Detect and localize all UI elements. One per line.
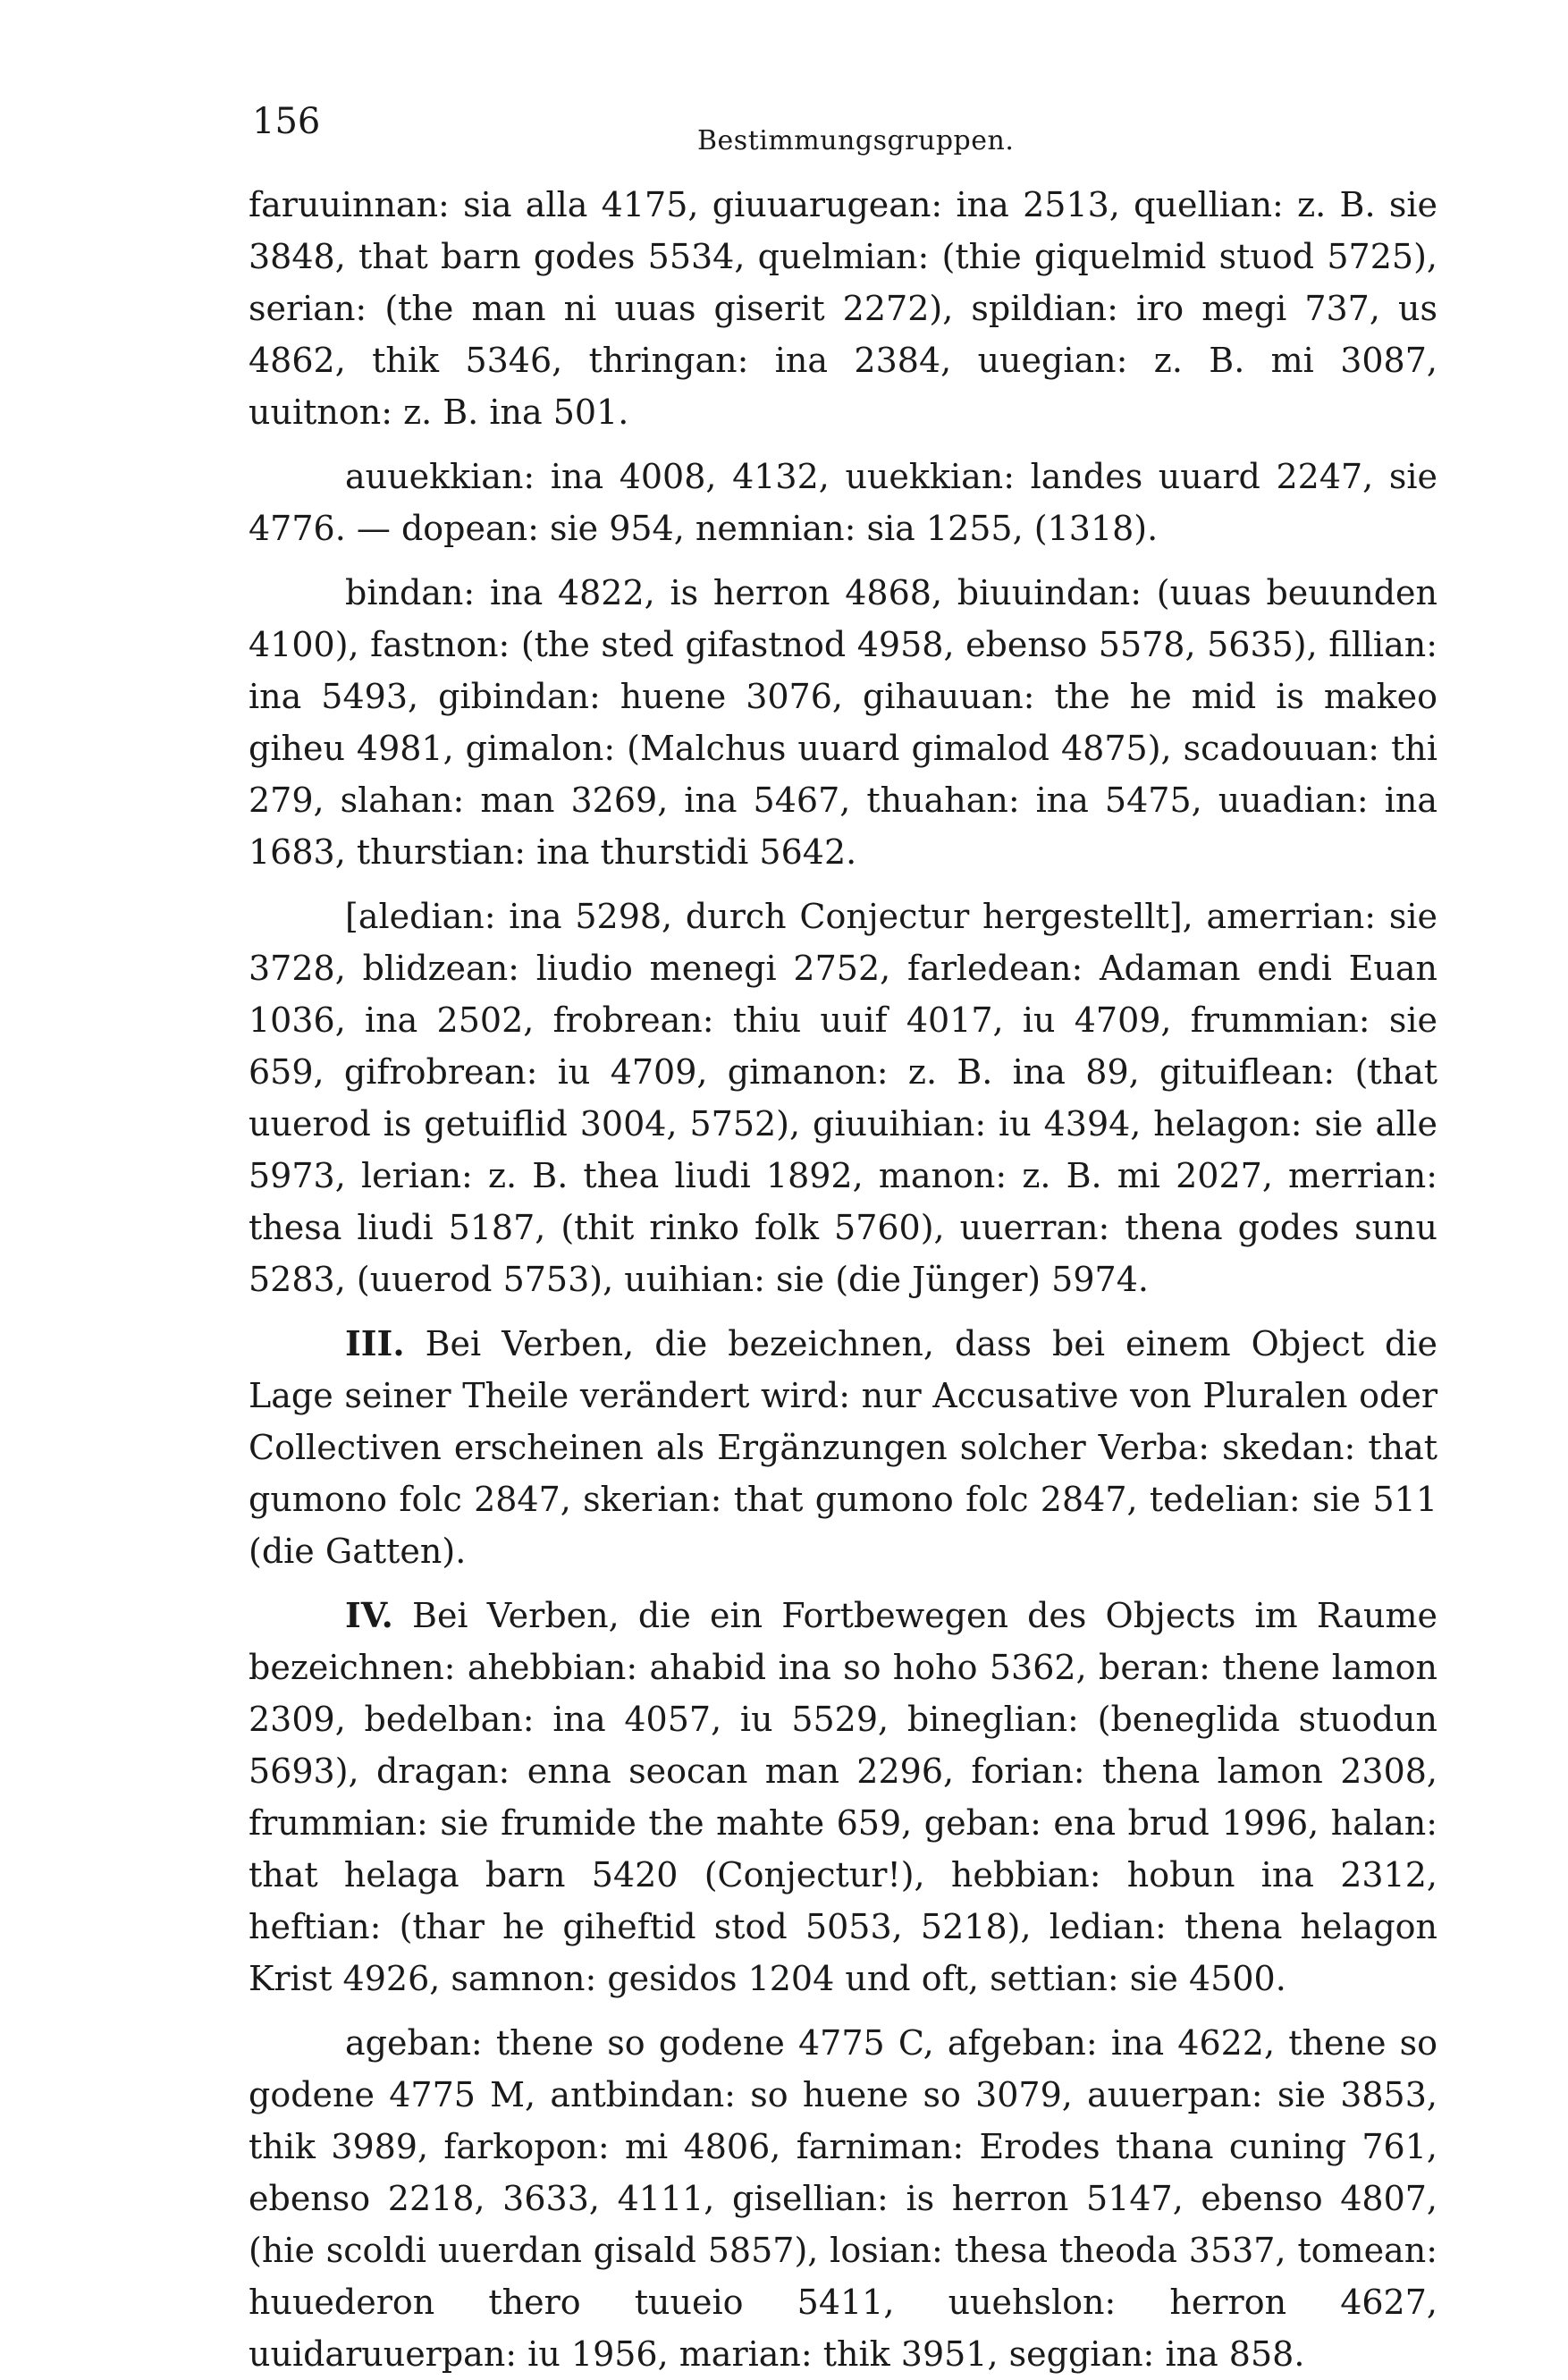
section-4-text: Bei Verben, die ein Fortbewegen des Objects im Raume bezeichnen: ahebbian: ahabid ina so hoho 5362, beran: thene lamon 2309, bedelban: ina 4057, iu 5529, bineglian: (beneglida stuodun 5693), dragan: enna seocan man 2296, forian: thena lamon 2308, frummian: sie frumide the mahte 659, geban: ena brud 1996, halan: that helaga barn 5420 (Conjectur!), hebbian: hobun ina 2312, heftian: (thar he giheftid stod 5053, 5218), ledian: thena helagon Krist 4926, samnon: gesidos 1204 und oft, settian: sie 4500. (249, 1596, 1437, 1998)
running-title: Bestimmungsgruppen. (697, 125, 1015, 156)
paragraph-2: auuekkian: ina 4008, 4132, uuekkian: landes uuard 2247, sie 4776. — dopean: sie 954, nemnian: sia 1255, (1318). (249, 457, 1437, 548)
body-text (249, 179, 1437, 2380)
section-3-label: III. (345, 1323, 405, 1363)
paragraph-3: bindan: ina 4822, is herron 4868, biuuindan: (uuas beuunden 4100), fastnon: (the sted gifastnod 4958, ebenso 5578, 5635), fillian: ina 5493, gibindan: huene 3076, gihauuan: the he mid is makeo giheu 4981, gimalon: (Malchus uuard gimalod 4875), scadouuan: thi 279, slahan: man 3269, ina 5467, thuahan: ina 5475, uuadian: ina 1683, thurstian: ina thurstidi 5642. (249, 573, 1437, 872)
section-4-label: IV. (345, 1595, 393, 1635)
paragraph-1: faruuinnan: sia alla 4175, giuuarugean: ina 2513, quellian: z. B. sie 3848, that barn godes 5534, quelmian: (thie giquelmid stuod 5725), serian: (the man ni uuas giserit 2272), spildian: iro megi 737, us 4862, thik 5346, thringan: ina 2384, uuegian: z. B. mi 3087, uuitnon: z. B. ina 501. (249, 185, 1437, 432)
section-4-paragraph (249, 1590, 1437, 2004)
paragraph-4: [aledian: ina 5298, durch Conjectur hergestellt], amerrian: sie 3728, blidzean: liudio menegi 2752, farledean: Adaman endi Euan 1036, ina 2502, frobrean: thiu uuif 4017, iu 4709, frummian: sie 659, gifrobrean: iu 4709, gimanon: z. B. ina 89, gituiflean: (that uuerod is getuiflid 3004, 5752), giuuihian: iu 4394, helagon: sie alle 5973, lerian: z. B. thea liudi 1892, manon: z. B. mi 2027, merrian: thesa liudi 5187, (thit rinko folk 5760), uuerran: thena godes sunu 5283, (uuerod 5753), uuihian: sie (die Jünger) 5974. (249, 897, 1437, 1299)
final-paragraph: ageban: thene so godene 4775 C, afgeban: ina 4622, thene so godene 4775 M, antbindan: so huene so 3079, auuerpan: sie 3853, thik 3989, farkopon: mi 4806, farniman: Erodes thana cuning 761, ebenso 2218, 3633, 4111, gisellian: is herron 5147, ebenso 4807, (hie scoldi uuerdan gisald 5857), losian: thesa theoda 3537, tomean: huuederon thero tuueio 5411, uuehslon: herron 4627, uuidaruuerpan: iu 1956, marian: thik 3951, seggian: ina 858. (249, 2023, 1437, 2374)
page-number: 156 (252, 101, 321, 142)
section-3-text: Bei Verben, die bezeichnen, dass bei einem Object die Lage seiner Theile verändert wird: nur Accusative von Pluralen oder Collectiven erscheinen als Ergänzungen solcher Verba: skedan: that gumono folc 2847, skerian: that gumono folc 2847, tedelian: sie 511 (die Gatten). (249, 1324, 1437, 1571)
section-3-paragraph (249, 1318, 1437, 1577)
